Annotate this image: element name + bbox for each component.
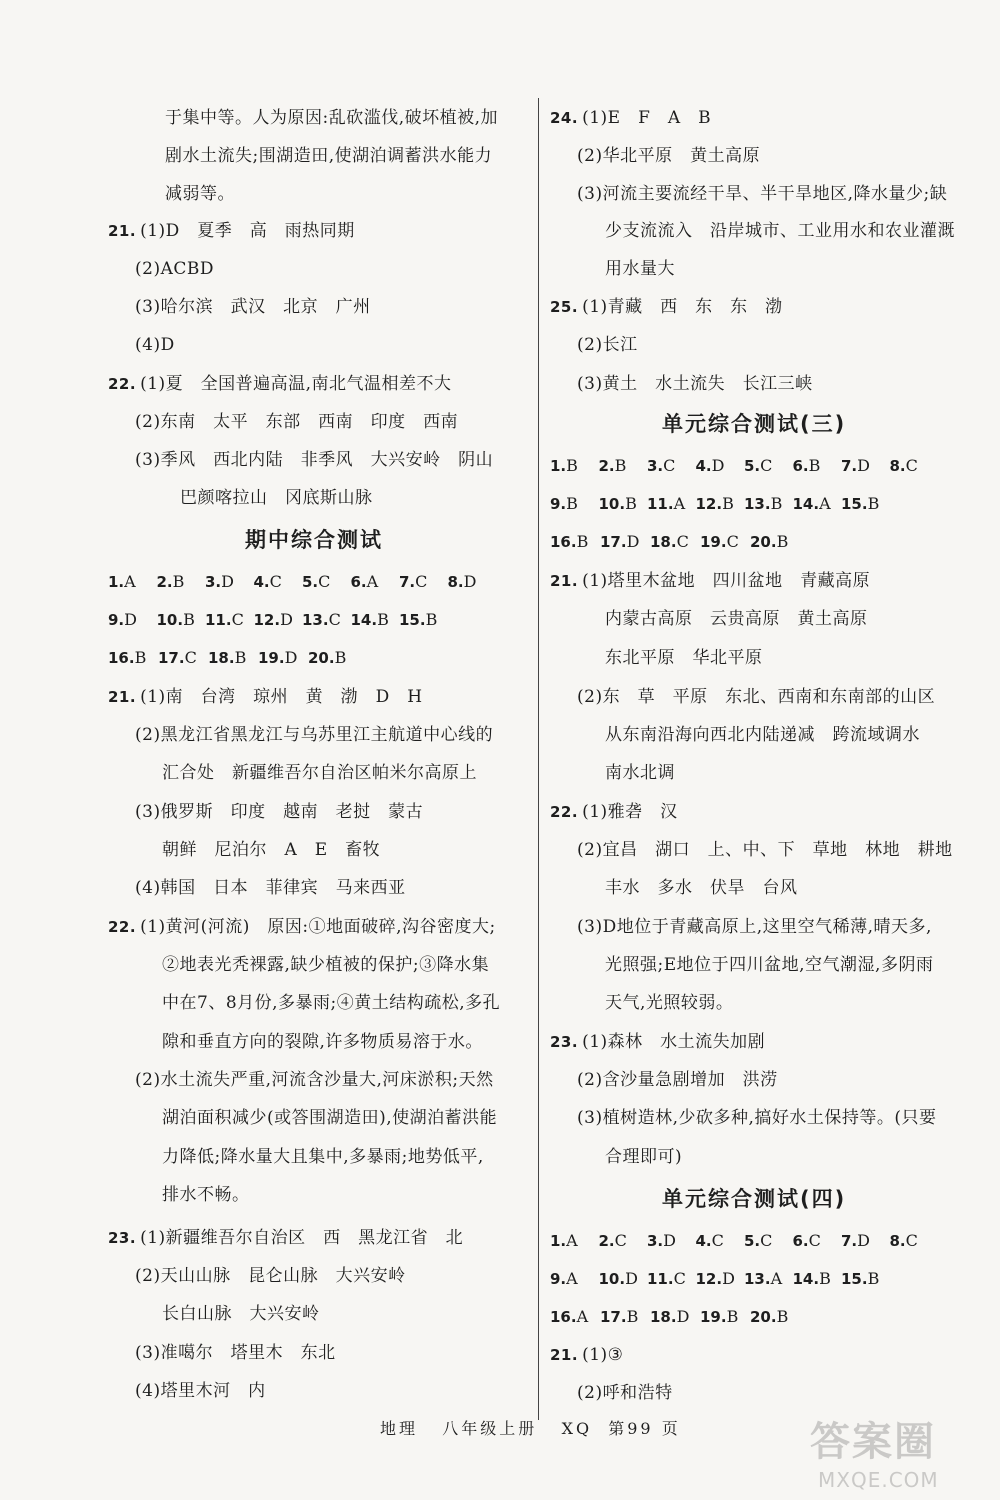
- mc-answer: [254, 570, 282, 594]
- answer-line: (1)夏 全国普遍高温,南北气温相差不大: [140, 374, 452, 394]
- mc-choice: D: [221, 572, 234, 591]
- mc-answer: [744, 1229, 772, 1253]
- mc-number: 19.: [700, 533, 727, 551]
- mc-choice: B: [425, 610, 438, 629]
- mc-number: 9.: [550, 1270, 567, 1288]
- question-number: 21.: [550, 572, 579, 590]
- answer-line: (3)植树造林,少砍多种,搞好水土保持等。(只要: [577, 1108, 937, 1128]
- mc-choice: A: [124, 572, 136, 591]
- mc-choice: A: [770, 1269, 783, 1288]
- mc-choice: B: [726, 1307, 739, 1326]
- mc-choice: C: [415, 572, 428, 591]
- mc-number: 16.: [550, 1308, 577, 1326]
- mc-number: 18.: [208, 649, 235, 667]
- answer-line: (2)含沙量急剧增加 洪涝: [577, 1070, 778, 1090]
- mc-choice: D: [722, 1269, 735, 1288]
- question-number: 22.: [108, 375, 137, 393]
- mc-answer: [841, 492, 879, 516]
- mc-answer: [550, 530, 588, 554]
- mc-number: 1.: [550, 1232, 567, 1250]
- mc-answer: [158, 646, 197, 670]
- mc-choice: D: [857, 456, 870, 475]
- mc-number: 4.: [695, 1232, 712, 1250]
- mc-answer: [399, 570, 427, 594]
- mc-choice: B: [770, 494, 783, 513]
- answer-line: (2)东南 太平 东部 西南 印度 西南: [135, 412, 459, 432]
- answer-line: (3)准噶尔 塔里木 东北: [135, 1343, 336, 1363]
- answer-line: (2)长江: [577, 335, 638, 355]
- mc-number: 14.: [792, 1270, 820, 1288]
- answer-line: 隙和垂直方向的裂隙,许多物质易溶于水。: [162, 1032, 483, 1052]
- mc-choice: B: [722, 494, 734, 513]
- watermark-text: 答案圈: [810, 1419, 936, 1465]
- mc-choice: B: [776, 1307, 789, 1326]
- answer-line: (3)D地位于青藏高原上,这里空气稀薄,晴天多,: [577, 917, 932, 937]
- mc-number: 20.: [750, 1308, 777, 1326]
- answer-line: (2)宜昌 湖口 上、中、下 草地 林地 耕地: [577, 840, 953, 860]
- mc-answer: [647, 492, 685, 516]
- answer-line: (1)新疆维吾尔自治区 西 黑龙江省 北: [140, 1228, 464, 1248]
- mc-answer: [793, 492, 831, 516]
- mc-answer: [600, 530, 639, 554]
- question-number: 21.: [108, 222, 137, 240]
- mc-number: 6.: [350, 573, 367, 591]
- answer-line: 排水不畅。: [162, 1185, 250, 1205]
- mc-number: 2.: [598, 457, 615, 475]
- section-title: 单元综合测试(四): [662, 1187, 847, 1211]
- mc-choice: B: [626, 1307, 639, 1326]
- answer-line: (1)南 台湾 琼州 黄 渤 D H: [140, 687, 423, 707]
- mc-number: 18.: [650, 1308, 677, 1326]
- mc-number: 13.: [744, 495, 771, 513]
- mc-number: 4.: [253, 573, 270, 591]
- page-number: 第99 页: [608, 1419, 681, 1438]
- question-number: 24.: [550, 109, 579, 127]
- mc-choice: A: [673, 494, 686, 513]
- answer-line: (1)森林 水土流失加剧: [582, 1032, 766, 1052]
- mc-number: 2.: [598, 1232, 615, 1250]
- answer-line: (3)河流主要流经干旱、半干旱地区,降水量少;缺: [577, 184, 948, 204]
- mc-answer: [302, 570, 330, 594]
- mc-choice: C: [760, 456, 773, 475]
- mc-answer: [308, 646, 346, 670]
- mc-choice: C: [663, 456, 676, 475]
- mc-number: 5.: [302, 573, 319, 591]
- mc-choice: B: [867, 1269, 880, 1288]
- mc-answer: [599, 1267, 638, 1291]
- footer-code: XQ: [561, 1419, 593, 1438]
- answer-line: (2)东 草 平原 东北、西南和东南部的山区: [577, 687, 936, 707]
- mc-choice: C: [726, 532, 739, 551]
- answer-line: (2)呼和浩特: [577, 1383, 673, 1403]
- answer-line: 汇合处 新疆维吾尔自治区帕米尔高原上: [162, 763, 477, 783]
- question-23: [108, 1226, 463, 1250]
- mc-answer: [696, 492, 734, 516]
- mc-answer: [258, 646, 297, 670]
- mc-number: 5.: [744, 457, 761, 475]
- mc-number: 6.: [792, 1232, 809, 1250]
- mc-choice: B: [867, 494, 880, 513]
- mc-choice: B: [172, 572, 185, 591]
- answer-line: 减弱等。: [165, 184, 235, 204]
- mc-choice: C: [614, 1231, 627, 1250]
- question-number: 23.: [550, 1033, 579, 1051]
- mc-answer: [550, 492, 578, 516]
- mc-number: 9.: [550, 495, 567, 513]
- mc-answer: [550, 1305, 588, 1329]
- question-22: [108, 372, 452, 396]
- answer-line: (1)③: [582, 1345, 624, 1365]
- watermark-url: MXQE.COM: [818, 1468, 939, 1492]
- mc-number: 19.: [258, 649, 285, 667]
- mc-number: 14.: [792, 495, 820, 513]
- mc-choice: D: [857, 1231, 870, 1250]
- mc-answer: [448, 570, 477, 594]
- mc-answer: [205, 570, 234, 594]
- mc-choice: B: [334, 648, 347, 667]
- answer-line: 长白山脉 大兴安岭: [162, 1304, 320, 1324]
- mc-answer: [793, 1229, 821, 1253]
- mc-choice: C: [184, 648, 197, 667]
- answer-line: 朝鲜 尼泊尔 A E 畜牧: [162, 840, 381, 860]
- mc-answer: [696, 454, 725, 478]
- mc-choice: C: [328, 610, 341, 629]
- mc-answer: [550, 454, 578, 478]
- answer-line: 天气,光照较弱。: [605, 993, 734, 1013]
- answer-line: (2)黑龙江省黑龙江与乌苏里江主航道中心线的: [135, 725, 494, 745]
- mc-choice: C: [269, 572, 282, 591]
- mc-choice: B: [183, 610, 195, 629]
- mc-answer: [254, 608, 293, 632]
- mc-answer: [108, 608, 137, 632]
- answer-line: (1)E F A B: [582, 108, 712, 128]
- answer-line: (3)哈尔滨 武汉 北京 广州: [135, 297, 371, 317]
- mc-choice: C: [711, 1231, 724, 1250]
- question-21: [108, 685, 423, 709]
- mc-choice: C: [808, 1231, 821, 1250]
- mc-choice: A: [566, 1269, 578, 1288]
- mc-answer: [750, 1305, 788, 1329]
- footer-subject: 地理: [380, 1419, 419, 1438]
- mc-answer: [841, 454, 870, 478]
- mc-answer: [750, 530, 788, 554]
- mc-number: 7.: [841, 1232, 858, 1250]
- mc-choice: C: [231, 610, 244, 629]
- mc-answer: [700, 530, 739, 554]
- mc-number: 13.: [302, 611, 329, 629]
- mc-number: 12.: [695, 1270, 723, 1288]
- mc-number: 16.: [108, 649, 135, 667]
- answer-line: 巴颜喀拉山 冈底斯山脉: [180, 488, 373, 508]
- mc-answer: [647, 1267, 686, 1291]
- question-22: [550, 800, 678, 824]
- mc-choice: A: [819, 494, 831, 513]
- mc-number: 15.: [841, 1270, 868, 1288]
- mc-choice: B: [377, 610, 389, 629]
- mc-choice: B: [234, 648, 247, 667]
- mc-choice: D: [663, 1231, 676, 1250]
- mc-answer: [351, 608, 389, 632]
- question-22: [108, 915, 496, 939]
- mc-number: 3.: [647, 457, 664, 475]
- mc-number: 7.: [399, 573, 416, 591]
- mc-answer: [744, 492, 782, 516]
- question-number: 22.: [550, 803, 579, 821]
- question-21: [550, 569, 870, 593]
- mc-choice: C: [318, 572, 331, 591]
- answer-line: 内蒙古高原 云贵高原 黄土高原: [605, 609, 868, 629]
- mc-number: 20.: [750, 533, 777, 551]
- answer-line: 少支流流入 沿岸城市、工业用水和农业灌溉: [605, 221, 955, 241]
- mc-number: 8.: [889, 457, 906, 475]
- mc-answer: [793, 454, 821, 478]
- question-number: 23.: [108, 1229, 137, 1247]
- mc-answer: [647, 1229, 676, 1253]
- answer-line: 丰水 多水 伏旱 台风: [605, 878, 798, 898]
- mc-number: 6.: [792, 457, 809, 475]
- mc-choice: D: [463, 572, 477, 591]
- answer-line: 合理即可): [605, 1147, 683, 1167]
- mc-number: 7.: [841, 457, 858, 475]
- mc-answer: [599, 492, 637, 516]
- mc-choice: A: [576, 1307, 589, 1326]
- answer-line: 湖泊面积减少(或答围湖造田),使湖泊蓄洪能: [162, 1108, 498, 1128]
- mc-answer: [696, 1267, 735, 1291]
- mc-answer: [600, 1305, 638, 1329]
- answer-line: 用水量大: [605, 259, 675, 279]
- mc-number: 14.: [350, 611, 378, 629]
- mc-choice: B: [776, 532, 789, 551]
- mc-answer: [205, 608, 244, 632]
- mc-answer: [208, 646, 246, 670]
- answer-line: 南水北调: [605, 763, 675, 783]
- mc-answer: [351, 570, 379, 594]
- mc-answer: [841, 1229, 870, 1253]
- answer-line: (3)俄罗斯 印度 越南 老挝 蒙古: [135, 802, 424, 822]
- answer-line: 力降低;降水量大且集中,多暴雨;地势低平,: [162, 1147, 484, 1167]
- question-21: [550, 1343, 623, 1367]
- answer-line: (1)雅砻 汉: [582, 802, 678, 822]
- mc-choice: D: [280, 610, 293, 629]
- mc-choice: D: [626, 532, 640, 551]
- mc-answer: [696, 1229, 724, 1253]
- answer-line: (1)塔里木盆地 四川盆地 青藏高原: [582, 571, 871, 591]
- section-title: 单元综合测试(三): [662, 412, 847, 436]
- mc-choice: C: [905, 1231, 918, 1250]
- mc-answer: [700, 1305, 738, 1329]
- mc-choice: B: [614, 456, 627, 475]
- mc-answer: [550, 1229, 578, 1253]
- mc-choice: C: [676, 532, 689, 551]
- mc-answer: [793, 1267, 831, 1291]
- mc-answer: [108, 570, 136, 594]
- answer-line: ②地表光秃裸露,缺少植被的保护;③降水集: [162, 955, 490, 975]
- mc-answer: [302, 608, 341, 632]
- mc-choice: C: [760, 1231, 773, 1250]
- mc-choice: D: [676, 1307, 690, 1326]
- mc-number: 3.: [205, 573, 222, 591]
- answer-line: (3)季风 西北内陆 非季风 大兴安岭 阴山: [135, 450, 494, 470]
- mc-choice: D: [625, 1269, 638, 1288]
- mc-number: 11.: [647, 495, 674, 513]
- mc-answer: [647, 454, 675, 478]
- answer-line: (2)天山山脉 昆仑山脉 大兴安岭: [135, 1266, 406, 1286]
- mc-number: 16.: [550, 533, 577, 551]
- mc-choice: D: [124, 610, 137, 629]
- question-21: [108, 219, 355, 243]
- mc-answer: [744, 1267, 782, 1291]
- answer-line: 光照强;E地位于四川盆地,空气潮湿,多阴雨: [605, 955, 934, 975]
- answer-line: (3)黄土 水土流失 长江三峡: [577, 374, 813, 394]
- answer-line: (2)水土流失严重,河流含沙量大,河床淤积;天然: [135, 1070, 494, 1090]
- section-title: 期中综合测试: [245, 528, 383, 552]
- answer-line: 于集中等。人为原因:乱砍滥伐,破坏植被,加: [165, 108, 499, 128]
- answer-line: (1)黄河(河流) 原因:①地面破碎,沟谷密度大;: [140, 917, 496, 937]
- answer-line: 从东南沿海向西北内陆递减 跨流域调水: [605, 725, 920, 745]
- mc-number: 8.: [889, 1232, 906, 1250]
- mc-answer: [650, 530, 689, 554]
- mc-number: 4.: [695, 457, 712, 475]
- answer-line: 剧水土流失;围湖造田,使湖泊调蓄洪水能力: [165, 146, 493, 166]
- mc-choice: B: [819, 1269, 831, 1288]
- answer-line: (4)D: [135, 335, 175, 355]
- answer-line: (2)ACBD: [135, 259, 214, 279]
- mc-answer: [599, 1229, 627, 1253]
- column-divider: [538, 98, 539, 1420]
- mc-choice: A: [566, 1231, 578, 1250]
- mc-number: 1.: [108, 573, 125, 591]
- mc-choice: B: [576, 532, 589, 551]
- mc-answer: [157, 570, 185, 594]
- question-number: 21.: [550, 1346, 579, 1364]
- question-25: [550, 295, 783, 319]
- answer-line: (4)塔里木河 内: [135, 1381, 266, 1401]
- mc-answer: [841, 1267, 879, 1291]
- mc-answer: [599, 454, 627, 478]
- question-23: [550, 1030, 765, 1054]
- mc-choice: B: [134, 648, 147, 667]
- answer-line: 中在7、8月份,多暴雨;④黄土结构疏松,多孔: [162, 993, 501, 1013]
- mc-number: 17.: [600, 1308, 627, 1326]
- mc-number: 19.: [700, 1308, 727, 1326]
- mc-number: 18.: [650, 533, 677, 551]
- mc-number: 17.: [600, 533, 627, 551]
- mc-choice: B: [566, 494, 578, 513]
- mc-number: 17.: [158, 649, 185, 667]
- mc-choice: A: [366, 572, 379, 591]
- question-number: 21.: [108, 688, 137, 706]
- mc-number: 15.: [399, 611, 426, 629]
- mc-number: 12.: [695, 495, 723, 513]
- mc-choice: C: [905, 456, 918, 475]
- mc-number: 3.: [647, 1232, 664, 1250]
- watermark-logo: [800, 1410, 990, 1495]
- mc-choice: B: [808, 456, 821, 475]
- mc-answer: [890, 454, 918, 478]
- mc-number: 8.: [447, 573, 464, 591]
- mc-number: 10.: [598, 1270, 626, 1288]
- mc-number: 12.: [253, 611, 281, 629]
- mc-number: 15.: [841, 495, 868, 513]
- mc-answer: [399, 608, 437, 632]
- answer-line: (1)D 夏季 高 雨热同期: [140, 221, 355, 241]
- footer-grade: 八年级上册: [442, 1419, 538, 1438]
- mc-number: 11.: [647, 1270, 674, 1288]
- answer-line: 东北平原 华北平原: [605, 648, 763, 668]
- mc-number: 13.: [744, 1270, 771, 1288]
- page-footer: [380, 1416, 681, 1439]
- mc-number: 20.: [308, 649, 335, 667]
- mc-choice: C: [673, 1269, 686, 1288]
- mc-number: 5.: [744, 1232, 761, 1250]
- mc-number: 9.: [108, 611, 125, 629]
- mc-answer: [550, 1267, 578, 1291]
- question-24: [550, 106, 711, 130]
- mc-number: 2.: [156, 573, 173, 591]
- question-number: 22.: [108, 918, 137, 936]
- mc-choice: B: [625, 494, 637, 513]
- mc-answer: [108, 646, 146, 670]
- answer-line: (1)青藏 西 东 东 渤: [582, 297, 783, 317]
- mc-answer: [890, 1229, 918, 1253]
- mc-answer: [650, 1305, 689, 1329]
- mc-answer: [157, 608, 195, 632]
- mc-choice: B: [566, 456, 578, 475]
- mc-choice: D: [711, 456, 725, 475]
- answer-line: (2)华北平原 黄土高原: [577, 146, 761, 166]
- mc-number: 1.: [550, 457, 567, 475]
- answer-line: (4)韩国 日本 菲律宾 马来西亚: [135, 878, 406, 898]
- mc-number: 10.: [156, 611, 184, 629]
- mc-choice: D: [284, 648, 298, 667]
- mc-number: 10.: [598, 495, 626, 513]
- mc-answer: [744, 454, 772, 478]
- mc-number: 11.: [205, 611, 232, 629]
- question-number: 25.: [550, 298, 579, 316]
